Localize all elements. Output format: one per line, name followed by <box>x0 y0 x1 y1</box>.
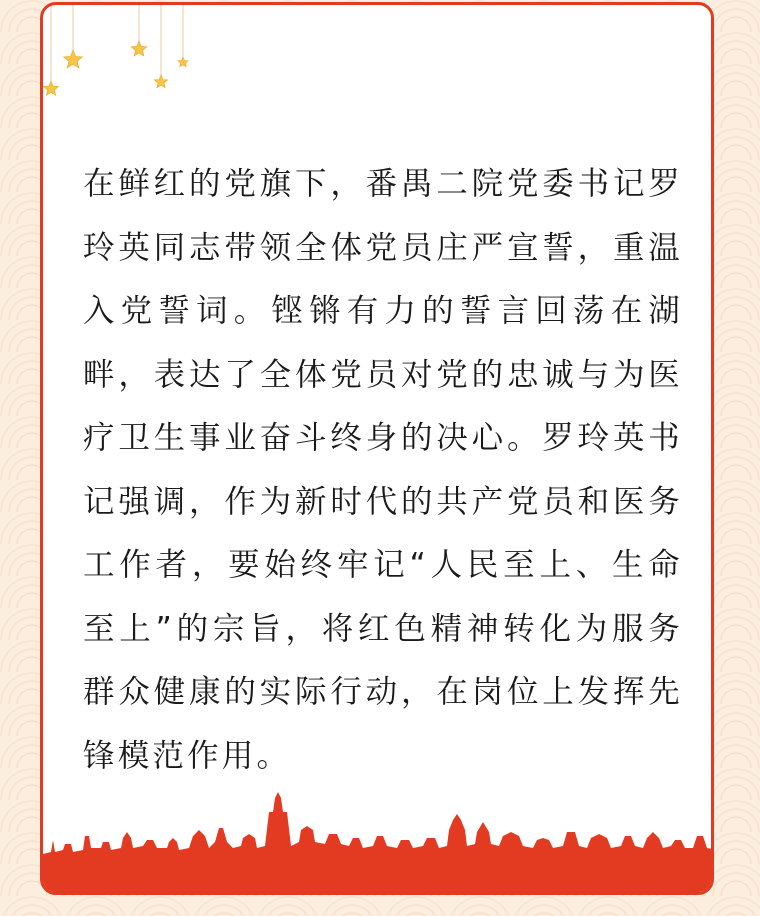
star-icon <box>154 75 167 88</box>
star-icon <box>43 81 58 95</box>
city-skyline-decoration <box>43 792 714 892</box>
star-icon <box>64 50 83 68</box>
star-icon <box>131 41 147 56</box>
hanging-stars-decoration <box>43 5 243 115</box>
article-card <box>40 2 714 895</box>
star-icon <box>178 57 188 67</box>
article-paragraph: 在鲜红的党旗下，番禺二院党委书记罗玲英同志带领全体党员庄严宣誓，重温入党誓词。铿锵有力的誓言回荡在湖畔，表达了全体党员对党的忠诚与为医疗卫生事业奋斗终身的决心。罗玲英书记强调，作为新时代的共产党员和医务工作者，要始终牢记“人民至上、生命至上”的宗旨，将红色精神转化为服务群众健康的实际行动，在岗位上发挥先锋模范作用。 <box>83 166 683 774</box>
